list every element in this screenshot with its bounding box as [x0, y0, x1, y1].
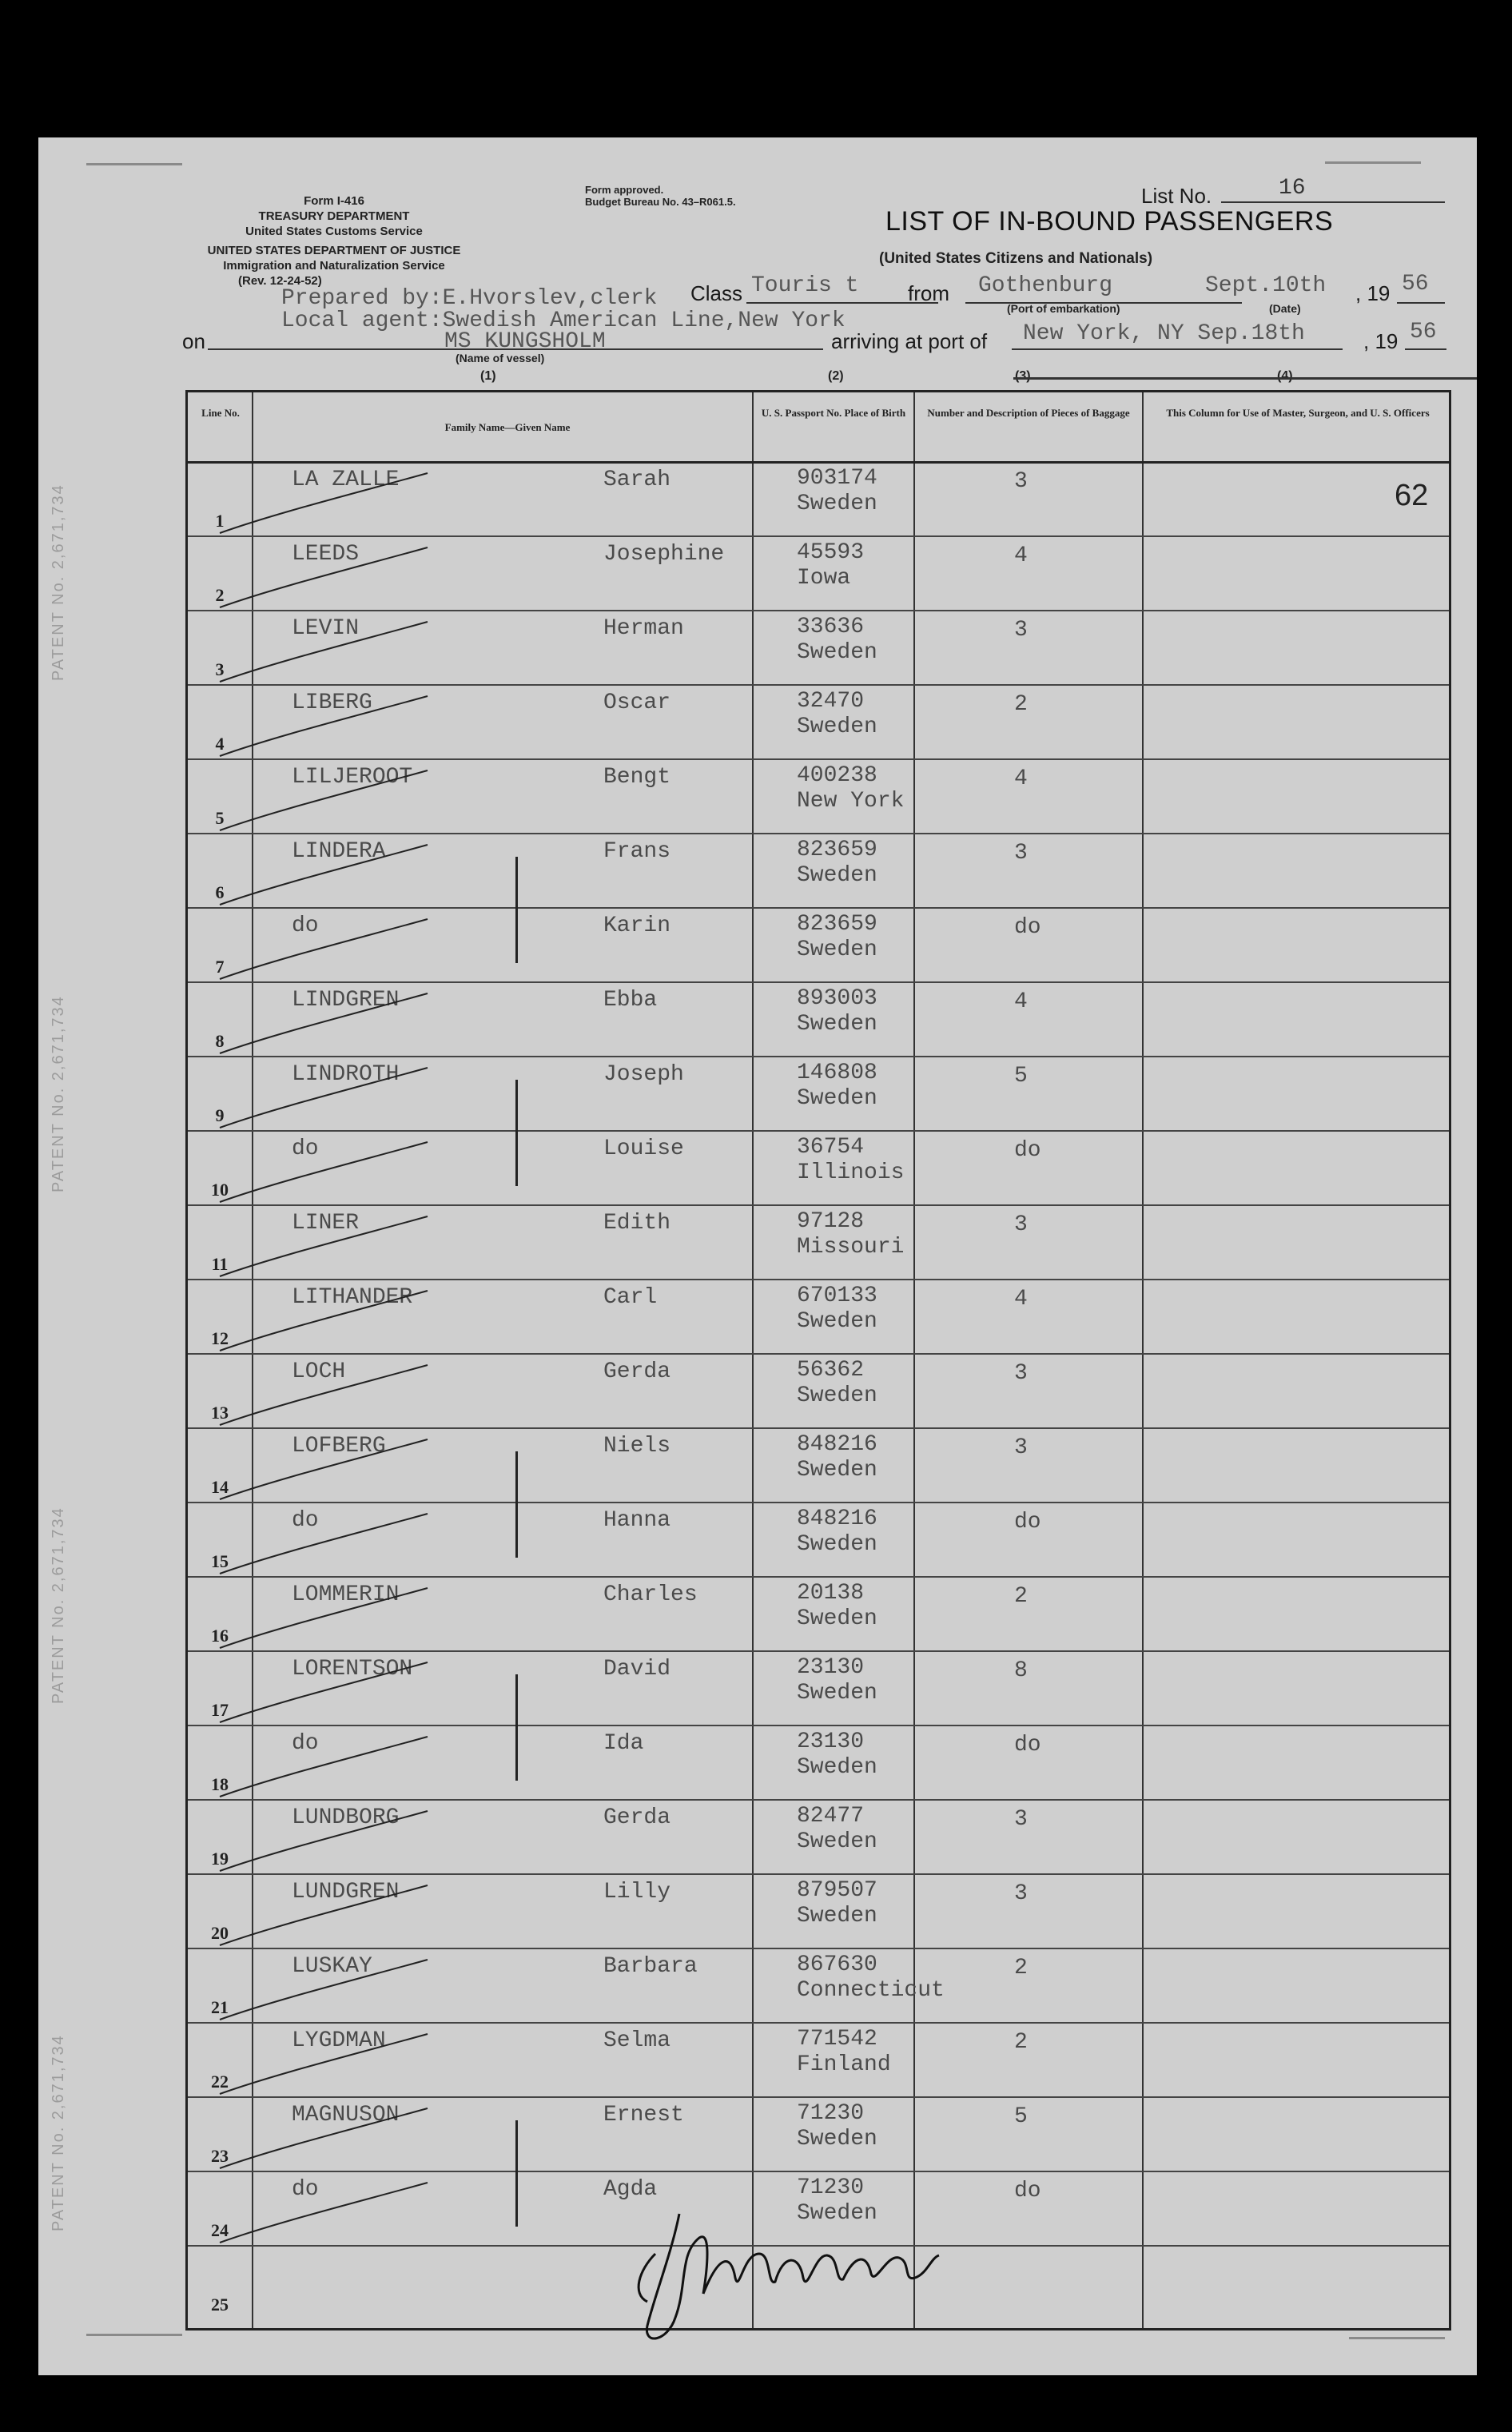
- baggage-count: 3: [1014, 1212, 1028, 1237]
- passport-no: 56362: [797, 1358, 865, 1383]
- passport-no: 33636: [797, 615, 865, 639]
- passport-no: 82477: [797, 1804, 865, 1829]
- table-row: [188, 535, 1449, 611]
- passenger-table: [185, 390, 1451, 2331]
- scan-mark: [1349, 2337, 1445, 2339]
- family-bracket: [515, 1451, 518, 1558]
- baggage-count: do: [1014, 2179, 1041, 2203]
- line-number: 24: [211, 2220, 229, 2240]
- date-caption: (Date): [1269, 302, 1301, 315]
- arriving-label: arriving at port of: [831, 329, 988, 353]
- header-officers: This Column for Use of Master, Surgeon, and U. S. Officers: [1166, 407, 1430, 419]
- family-name: LINER: [292, 1211, 360, 1236]
- family-name: LA ZALLE: [292, 468, 400, 492]
- line-number: 19: [211, 1849, 229, 1869]
- baggage-count: do: [1014, 1510, 1041, 1534]
- baggage-count: 4: [1014, 1287, 1028, 1312]
- baggage-count: 3: [1014, 841, 1028, 866]
- place-of-birth: Sweden: [797, 1086, 877, 1111]
- local-agent: Local agent:Swedish American Line,New York: [281, 308, 846, 333]
- family-name: do: [292, 1508, 319, 1533]
- agency-header-2: [190, 243, 478, 289]
- line-number: 12: [211, 1328, 229, 1348]
- patent-stamp: PATENT No. 2,671,734: [50, 1507, 67, 1704]
- table-row: [188, 1725, 1449, 1801]
- passport-no: 823659: [797, 838, 877, 862]
- family-name: do: [292, 1731, 319, 1756]
- sail-year: 56: [1402, 272, 1429, 297]
- family-name: LOFBERG: [292, 1434, 386, 1459]
- table-row: [188, 610, 1449, 686]
- line-number: 9: [215, 1105, 225, 1125]
- place-of-birth: New York: [797, 789, 905, 814]
- family-name: do: [292, 1136, 319, 1161]
- checkmark-icon: [212, 1584, 436, 1656]
- place-of-birth: Sweden: [797, 1681, 877, 1706]
- given-name: Karin: [603, 913, 671, 938]
- table-row: [188, 1873, 1449, 1949]
- checkmark-icon: [212, 1956, 436, 2028]
- family-name: LUSKAY: [292, 1954, 372, 1979]
- checkmark-icon: [212, 915, 436, 987]
- list-no-value: 16: [1279, 176, 1306, 201]
- checkmark-icon: [212, 1138, 436, 1210]
- line-number: 14: [211, 1477, 229, 1497]
- family-name: LILJEROOT: [292, 765, 413, 790]
- place-of-birth: Finland: [797, 2052, 891, 2077]
- baggage-count: 2: [1014, 1584, 1028, 1609]
- family-bracket: [515, 1674, 518, 1781]
- place-of-birth: Sweden: [797, 714, 877, 739]
- table-row: [188, 2022, 1449, 2098]
- line-number: 17: [211, 1700, 229, 1720]
- passport-no: 879507: [797, 1878, 877, 1903]
- family-name: LITHANDER: [292, 1285, 413, 1310]
- family-name: do: [292, 2177, 319, 2202]
- checkmark-icon: [212, 1807, 436, 1879]
- header-line-no: Line No.: [201, 407, 240, 419]
- passport-no: 23130: [797, 1655, 865, 1680]
- table-row: [188, 1056, 1449, 1132]
- line-number: 21: [211, 1997, 229, 2017]
- line-number: 10: [211, 1180, 229, 1200]
- place-of-birth: Sweden: [797, 492, 877, 516]
- passport-no: 71230: [797, 2101, 865, 2126]
- place-of-birth: Sweden: [797, 1012, 877, 1037]
- col-num-3: (3): [1015, 369, 1031, 383]
- patent-stamp: PATENT No. 2,671,734: [50, 2034, 67, 2231]
- place-of-birth: Sweden: [797, 2127, 877, 2151]
- place-of-birth: Sweden: [797, 1755, 877, 1780]
- family-name: LUNDBORG: [292, 1805, 400, 1830]
- given-name: Louise: [603, 1136, 684, 1161]
- place-of-birth: Sweden: [797, 1458, 877, 1483]
- table-row: [188, 1353, 1449, 1429]
- baggage-count: 2: [1014, 1956, 1028, 1980]
- passport-no: 23130: [797, 1729, 865, 1754]
- baggage-count: 4: [1014, 989, 1028, 1014]
- place-of-birth: Connecticut: [797, 1978, 945, 2003]
- checkmark-icon: [212, 1658, 436, 1730]
- year-prefix: , 19: [1355, 281, 1391, 305]
- table-row: [188, 461, 1449, 537]
- given-name: Agda: [603, 2177, 658, 2202]
- baggage-count: 4: [1014, 766, 1028, 791]
- arrival-year-prefix: , 19: [1363, 329, 1399, 353]
- line-number: 18: [211, 1774, 229, 1794]
- place-of-birth: Sweden: [797, 1532, 877, 1557]
- checkmark-icon: [212, 469, 436, 541]
- place-of-birth: Sweden: [797, 1606, 877, 1631]
- table-row: [188, 981, 1449, 1057]
- prepared-by: Prepared by:E.Hvorslev,clerk: [281, 286, 658, 311]
- table-row: [188, 1799, 1449, 1875]
- family-name: LOMMERIN: [292, 1582, 400, 1607]
- line-number: 6: [215, 882, 225, 902]
- line-number: 20: [211, 1923, 229, 1943]
- dept-customs: United States Customs Service: [245, 225, 423, 238]
- line-number: 5: [215, 808, 225, 828]
- list-no-line: [1221, 201, 1445, 203]
- checkmark-icon: [212, 1435, 436, 1507]
- family-name: LOCH: [292, 1359, 346, 1384]
- checkmark-icon: [212, 989, 436, 1061]
- passport-no: 848216: [797, 1432, 877, 1457]
- col-num-1: (1): [480, 369, 496, 383]
- place-of-birth: Missouri: [797, 1235, 905, 1260]
- family-name: LEVIN: [292, 616, 360, 641]
- line-number: 8: [215, 1031, 225, 1051]
- line-number: 7: [215, 957, 225, 977]
- line-number: 1: [215, 511, 225, 531]
- from-value: Gothenburg: [978, 273, 1113, 298]
- family-name: do: [292, 913, 319, 938]
- col-num-4: (4): [1277, 369, 1293, 383]
- given-name: Oscar: [603, 691, 671, 715]
- table-row: [188, 684, 1449, 760]
- passport-no: 670133: [797, 1284, 877, 1308]
- baggage-count: 3: [1014, 1881, 1028, 1906]
- given-name: Hanna: [603, 1508, 671, 1533]
- family-name: LINDERA: [292, 839, 386, 864]
- table-row: [188, 1204, 1449, 1280]
- baggage-count: do: [1014, 1138, 1041, 1163]
- checkmark-icon: [212, 841, 436, 913]
- given-name: David: [603, 1657, 671, 1682]
- baggage-count: do: [1014, 915, 1041, 940]
- checkmark-icon: [212, 692, 436, 764]
- table-row: [188, 1650, 1449, 1726]
- dept-justice: UNITED STATES DEPARTMENT OF JUSTICE: [207, 244, 461, 257]
- list-no-label: List No.: [1141, 184, 1212, 208]
- given-name: Josephine: [603, 542, 725, 567]
- checkmark-icon: [212, 618, 436, 690]
- given-name: Gerda: [603, 1359, 671, 1384]
- page-subtitle: (United States Citizens and Nationals): [879, 250, 1153, 267]
- dept-ins: Immigration and Naturalization Service: [223, 259, 445, 273]
- given-name: Lilly: [603, 1880, 671, 1905]
- baggage-count: 2: [1014, 2030, 1028, 2055]
- checkmark-icon: [212, 543, 436, 615]
- place-of-birth: Illinois: [797, 1160, 905, 1185]
- table-row: [188, 1948, 1449, 2024]
- port-caption: (Port of embarkation): [1007, 302, 1120, 315]
- checkmark-icon: [212, 1510, 436, 1582]
- checkmark-icon: [212, 1881, 436, 1953]
- agency-header: [222, 193, 446, 239]
- baggage-count: 4: [1014, 543, 1028, 568]
- baggage-count: do: [1014, 1733, 1041, 1757]
- year-line: [1397, 302, 1445, 304]
- family-name: LUNDGREN: [292, 1880, 400, 1905]
- place-of-birth: Sweden: [797, 1383, 877, 1408]
- baggage-count: 3: [1014, 618, 1028, 643]
- passport-no: 32470: [797, 689, 865, 714]
- header-name: Family Name—Given Name: [444, 421, 571, 433]
- passport-no: 903174: [797, 466, 877, 491]
- table-row: [188, 1502, 1449, 1578]
- scan-mark: [86, 163, 182, 165]
- place-of-birth: Sweden: [797, 863, 877, 888]
- checkmark-icon: [212, 1064, 436, 1136]
- arrival-year: 56: [1410, 320, 1437, 344]
- checkmark-icon: [212, 766, 436, 838]
- baggage-count: 5: [1014, 2104, 1028, 2129]
- line-number: 3: [215, 659, 225, 679]
- place-of-birth: Iowa: [797, 566, 851, 591]
- family-name: MAGNUSON: [292, 2103, 400, 2128]
- arrival-year-line: [1405, 348, 1446, 350]
- given-name: Charles: [603, 1582, 698, 1607]
- place-of-birth: Sweden: [797, 640, 877, 665]
- passport-no: 893003: [797, 986, 877, 1011]
- line-number: 22: [211, 2072, 229, 2092]
- line-number: 25: [211, 2295, 229, 2315]
- table-row: [188, 2096, 1449, 2172]
- given-name: Sarah: [603, 468, 671, 492]
- passport-no: 97128: [797, 1209, 865, 1234]
- scan-mark: [86, 2334, 182, 2336]
- family-name: LYGDMAN: [292, 2028, 386, 2053]
- place-of-birth: Sweden: [797, 1904, 877, 1928]
- baggage-count: 3: [1014, 1361, 1028, 1386]
- given-name: Barbara: [603, 1954, 698, 1979]
- baggage-count: 3: [1014, 1807, 1028, 1832]
- line-number: 23: [211, 2146, 229, 2166]
- from-label: from: [908, 281, 949, 305]
- form-number: Form I-416: [304, 194, 364, 208]
- family-bracket: [515, 857, 518, 963]
- signature-icon: [623, 2206, 959, 2350]
- passport-no: 146808: [797, 1061, 877, 1085]
- baggage-count: 2: [1014, 692, 1028, 717]
- header-rule: [1013, 377, 1477, 380]
- baggage-count: 8: [1014, 1658, 1028, 1683]
- line-number: 15: [211, 1551, 229, 1571]
- checkmark-icon: [212, 1212, 436, 1284]
- given-name: Bengt: [603, 765, 671, 790]
- line-number: 2: [215, 585, 225, 605]
- given-name: Joseph: [603, 1062, 684, 1087]
- passport-no: 823659: [797, 912, 877, 937]
- officer-note: 62: [1395, 479, 1429, 512]
- baggage-count: 3: [1014, 469, 1028, 494]
- given-name: Niels: [603, 1434, 671, 1459]
- vessel-name: MS KUNGSHOLM: [444, 329, 606, 354]
- passport-no: 848216: [797, 1507, 877, 1531]
- family-name: LINDROTH: [292, 1062, 400, 1087]
- passport-no: 771542: [797, 2027, 877, 2052]
- vessel-caption: (Name of vessel): [456, 352, 545, 364]
- checkmark-icon: [212, 1361, 436, 1433]
- given-name: Carl: [603, 1285, 658, 1310]
- checkmark-icon: [212, 2179, 436, 2251]
- table-row: [188, 758, 1449, 834]
- given-name: Ernest: [603, 2103, 684, 2128]
- table-row: [188, 833, 1449, 909]
- baggage-count: 5: [1014, 1064, 1028, 1089]
- patent-stamp: PATENT No. 2,671,734: [50, 484, 67, 681]
- dept-treasury: TREASURY DEPARTMENT: [258, 209, 410, 223]
- form-revision: (Rev. 12-24-52): [238, 274, 322, 288]
- family-bracket: [515, 1080, 518, 1186]
- table-row: [188, 1279, 1449, 1355]
- given-name: Edith: [603, 1211, 671, 1236]
- checkmark-icon: [212, 2030, 436, 2102]
- line-number: 11: [211, 1254, 229, 1274]
- given-name: Herman: [603, 616, 684, 641]
- family-name: LEEDS: [292, 542, 360, 567]
- passport-no: 71230: [797, 2175, 865, 2200]
- table-row: [188, 1427, 1449, 1503]
- sail-date: Sept.10th: [1205, 273, 1327, 298]
- approval-note: Form approved. Budget Bureau No. 43–R061.5.: [585, 184, 736, 208]
- arrival-port: New York, NY Sep.18th: [1023, 321, 1305, 346]
- table-row: [188, 907, 1449, 983]
- arrival-line: [1012, 348, 1343, 350]
- family-name: LORENTSON: [292, 1657, 413, 1682]
- passport-no: 36754: [797, 1135, 865, 1160]
- class-value: Touris t: [751, 273, 859, 298]
- class-label: Class: [690, 281, 743, 305]
- family-name: LIBERG: [292, 691, 372, 715]
- passport-no: 45593: [797, 540, 865, 565]
- baggage-count: 3: [1014, 1435, 1028, 1460]
- place-of-birth: Sweden: [797, 1309, 877, 1334]
- scan-mark: [1325, 161, 1421, 164]
- line-number: 13: [211, 1403, 229, 1423]
- given-name: Frans: [603, 839, 671, 864]
- given-name: Gerda: [603, 1805, 671, 1830]
- place-of-birth: Sweden: [797, 1829, 877, 1854]
- table-header: [188, 392, 1449, 464]
- on-label: on: [182, 329, 205, 353]
- line-number: 16: [211, 1626, 229, 1646]
- header-baggage: Number and Description of Pieces of Baggage: [927, 407, 1130, 419]
- header-passport: U. S. Passport No. Place of Birth: [761, 407, 906, 419]
- line-number: 4: [215, 734, 225, 754]
- given-name: Selma: [603, 2028, 671, 2053]
- checkmark-icon: [212, 1733, 436, 1805]
- col-num-2: (2): [828, 369, 844, 383]
- place-of-birth: Sweden: [797, 2201, 877, 2226]
- family-bracket: [515, 2120, 518, 2227]
- page-title: LIST OF IN-BOUND PASSENGERS: [885, 206, 1334, 237]
- table-row: [188, 1130, 1449, 1206]
- table-row: [188, 1576, 1449, 1652]
- given-name: Ebba: [603, 988, 658, 1013]
- place-of-birth: Sweden: [797, 937, 877, 962]
- checkmark-icon: [212, 1287, 436, 1359]
- passport-no: 867630: [797, 1952, 877, 1977]
- passport-no: 20138: [797, 1581, 865, 1606]
- checkmark-icon: [212, 2104, 436, 2176]
- family-name: LINDGREN: [292, 988, 400, 1013]
- given-name: Ida: [603, 1731, 644, 1756]
- patent-stamp: PATENT No. 2,671,734: [50, 995, 67, 1192]
- passport-no: 400238: [797, 763, 877, 788]
